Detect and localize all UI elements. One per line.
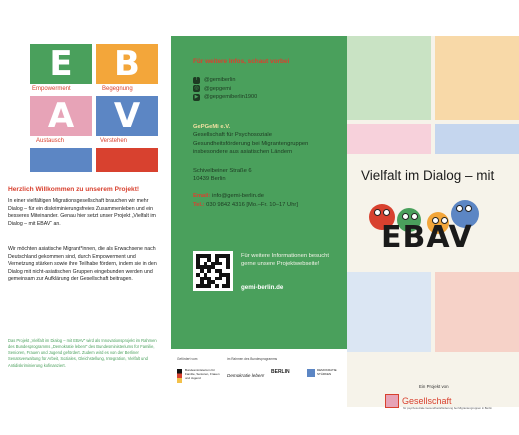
intro-paragraph: In einer vielfältigen Migrationsgesellschaft brauchen wir mehr Dialog – für ein diskriminierungsfreies Zusammenleben und ein besseres Miteinander. Genau hier setzt unser Projekt „Vielfalt im Dialog – mit EBAV“ an. (8, 198, 156, 227)
welcome-title: Herzlich Willkommen zu unserem Projekt! (8, 186, 140, 193)
tile-b: B (96, 44, 158, 84)
goals-paragraph: Wir möchten asiatische Migrant*innen, die als Erwachsene nach Deutschland gekommen sind, durch Empowerment und Vernetzung stärken sowie ihre Teilhabe fördern, indem sie in den Dialog mit nicht-asiatischen Gruppen eingebunden werden und gemeinsam zur Aufklärung der Gesellschaft beitragen. (8, 246, 157, 283)
bg-tile-blue-bottom (347, 272, 431, 352)
ebav-hero (367, 198, 507, 268)
city: 10439 Berlin (193, 176, 226, 183)
qr-code-pattern (196, 254, 230, 288)
youtube-handle: @gepgemiberlin1900 (204, 94, 258, 101)
social-links (193, 76, 257, 102)
street: Schivelbeiner Straße 6 (193, 168, 252, 174)
funding-note: Das Projekt „Vielfalt im Dialog – mit EBAV“ wird als Innovationsprojekt im Rahmen des Bundesprogramms „Demokratie leben!“ des Bundesministeriums für Familie, Senioren, Frauen und Jugend gefördert. Zudem wird es von der Berliner Senatsverwaltung für Arbeit, Soziales, Gleichstellung, Integration, Vielfalt und Antidiskriminierung kofinanziert. (8, 338, 157, 368)
berlin-logo: BERLIN (271, 369, 290, 375)
bg-tile-pink (347, 124, 431, 154)
ministry-logo: Bundesministerium für Familie, Senioren, Frauen und Jugend (185, 368, 220, 380)
funded-by-caption: Gefördert vom (177, 357, 198, 361)
funder-logos (171, 349, 347, 407)
youtube-icon: ▶ (194, 93, 199, 100)
qr-code[interactable] (193, 251, 233, 291)
cover-title: Vielfalt im Dialog – mit (361, 168, 495, 183)
demokratie-starken-icon (307, 369, 315, 377)
gesellschaft-icon (385, 394, 399, 408)
org-name: GePGeMi e.V. (193, 124, 231, 130)
demokratie-starken-logo: DEMOKRATIE STÄRKEN (317, 368, 337, 376)
org-line-2: Gesundheitsförderung bei Migrantengruppen (193, 140, 309, 147)
bg-tile-orange (435, 36, 519, 120)
bg-tile-red-bottom (435, 272, 519, 352)
organization-block (193, 123, 343, 157)
org-line-1: Gesellschaft für Psychosoziale (193, 132, 272, 139)
email-label: Email: (193, 193, 211, 199)
bg-tile-blue (435, 124, 519, 154)
bg-tile-green (347, 36, 431, 120)
demokratie-leben-logo: Demokratie leben! (227, 373, 265, 378)
qr-description: Für weitere Informationen besucht gerne unsere Projektwebseite! (241, 253, 329, 268)
tel-number[interactable]: 030 9842 4316 [Mo.–Fr. 10–17 Uhr] (206, 201, 298, 208)
social-facebook[interactable] (193, 76, 257, 85)
caption-verstehen: Verstehen (100, 138, 128, 144)
tile-a-pink: A (30, 96, 92, 136)
tile-v-blue: V (96, 96, 158, 136)
right-panel (347, 36, 519, 410)
social-instagram[interactable] (193, 85, 257, 94)
middle-panel (171, 36, 347, 407)
social-youtube[interactable] (193, 93, 257, 102)
gesellschaft-name: Gesellschaft (402, 396, 452, 406)
caption-begegnung: Begegnung (102, 86, 133, 92)
federal-flag-icon (177, 369, 182, 383)
tile-red (96, 148, 158, 172)
info-heading: Für weitere Infos, schaut vorbei (193, 58, 290, 65)
org-line-3: insbesondere aus asiatischen Ländern (193, 149, 293, 156)
tile-e: E (30, 44, 92, 84)
left-panel (2, 36, 170, 407)
facebook-icon: f (193, 77, 200, 84)
instagram-handle: @gepgemi (204, 85, 232, 92)
address (193, 167, 252, 184)
website-link[interactable]: gemi-berlin.de (241, 284, 284, 291)
instagram-icon: ◎ (194, 85, 199, 92)
program-caption: im Rahmen des Bundesprogramms (227, 357, 278, 361)
ebav-letters: EBAV (381, 220, 473, 255)
tile-a-blue (30, 148, 92, 172)
caption-empowerment: Empowerment (32, 86, 71, 92)
ebav-tiles (30, 44, 158, 172)
facebook-handle: @gemiberlin (204, 77, 236, 83)
project-label: Ein Projekt von (419, 384, 449, 389)
email-link[interactable]: info@gemi-berlin.de (212, 193, 264, 199)
contact-block (193, 192, 298, 210)
tel-label: Tel.: (193, 201, 205, 208)
gesellschaft-subtitle: für psychosoziale Gesundheitsförderung bei Migrantengruppen in Berlin (403, 406, 492, 410)
caption-austausch: Austausch (36, 138, 65, 144)
